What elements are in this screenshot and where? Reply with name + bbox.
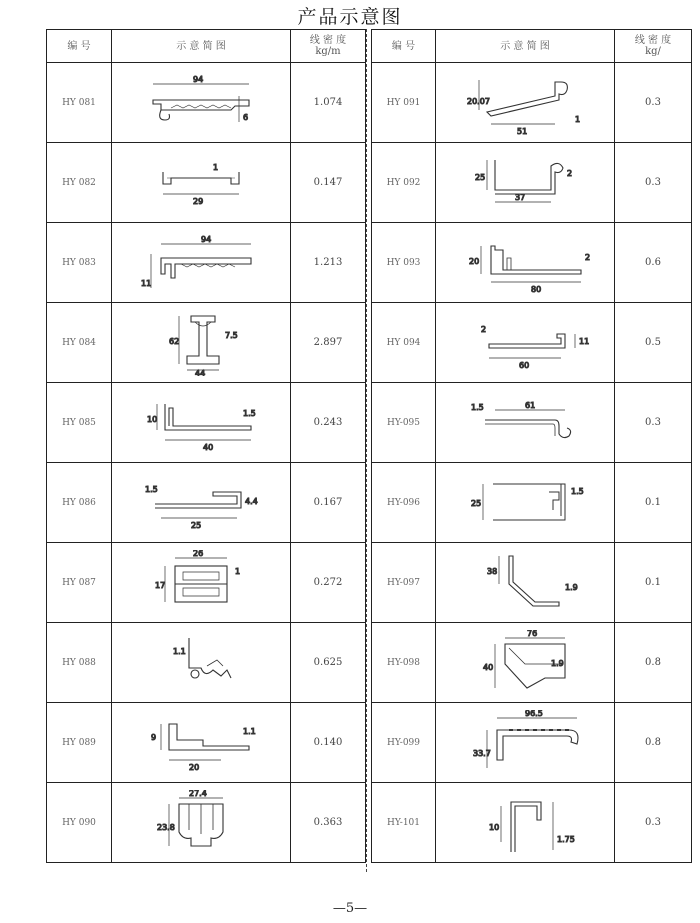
header-code: 编 号 bbox=[47, 30, 112, 63]
profile-diagram bbox=[112, 623, 291, 703]
header-diagram: 示 意 简 图 bbox=[436, 30, 615, 63]
dim-label: 26 bbox=[193, 549, 204, 558]
profile-diagram bbox=[436, 543, 615, 623]
density-value: 0.363 bbox=[291, 783, 366, 863]
header-density-unit: kg/m bbox=[315, 46, 341, 57]
product-code: HY 082 bbox=[47, 143, 112, 223]
product-code: HY 094 bbox=[372, 303, 436, 383]
table-row bbox=[372, 543, 692, 623]
table-row bbox=[47, 223, 366, 303]
table-row bbox=[372, 623, 692, 703]
density-value: 0.3 bbox=[615, 63, 692, 143]
table-row bbox=[47, 383, 366, 463]
product-code: HY-099 bbox=[372, 703, 436, 783]
profile-diagram bbox=[436, 143, 615, 223]
product-code: HY 087 bbox=[47, 543, 112, 623]
dim-label: 1.5 bbox=[571, 486, 584, 496]
header-diagram: 示 意 简 图 bbox=[112, 30, 291, 63]
header-row bbox=[372, 30, 692, 63]
product-code: HY 089 bbox=[47, 703, 112, 783]
dim-label: 20 bbox=[469, 256, 480, 266]
profile-diagram bbox=[436, 63, 615, 143]
table-row bbox=[47, 143, 366, 223]
density-value: 0.3 bbox=[615, 783, 692, 863]
table-row bbox=[372, 223, 692, 303]
table-row bbox=[47, 303, 366, 383]
header-density-unit: kg/ bbox=[645, 46, 661, 57]
profile-diagram bbox=[112, 63, 291, 143]
profile-diagram bbox=[436, 463, 615, 543]
table-row bbox=[372, 783, 692, 863]
table-row bbox=[372, 463, 692, 543]
dim-label: 37 bbox=[515, 192, 526, 202]
profile-diagram bbox=[112, 303, 291, 383]
product-code: HY-096 bbox=[372, 463, 436, 543]
density-value: 0.1 bbox=[615, 463, 692, 543]
profile-diagram bbox=[112, 543, 291, 623]
dim-label: 20.07 bbox=[467, 96, 490, 106]
table-row bbox=[47, 783, 366, 863]
dim-label: 23.8 bbox=[157, 822, 175, 832]
profile-diagram bbox=[112, 703, 291, 783]
density-value: 0.3 bbox=[615, 143, 692, 223]
density-value: 0.140 bbox=[291, 703, 366, 783]
density-value: 2.897 bbox=[291, 303, 366, 383]
dim-label: 1.1 bbox=[243, 726, 256, 736]
table-row bbox=[372, 63, 692, 143]
dim-label: 1.9 bbox=[551, 658, 564, 668]
product-code: HY 090 bbox=[47, 783, 112, 863]
product-code: HY-095 bbox=[372, 383, 436, 463]
dim-label: 76 bbox=[527, 629, 538, 638]
dim-label: 94 bbox=[201, 234, 212, 244]
dim-label: 33.7 bbox=[473, 748, 491, 758]
dim-label: 10 bbox=[489, 822, 500, 832]
dim-label: 11 bbox=[579, 336, 590, 346]
header-code: 编 号 bbox=[372, 30, 436, 63]
dim-label: 10 bbox=[147, 414, 158, 424]
dim-label: 2 bbox=[567, 168, 573, 178]
profile-diagram bbox=[112, 383, 291, 463]
page-number: —5— bbox=[332, 901, 368, 916]
product-code: HY-101 bbox=[372, 783, 436, 863]
dim-label: 38 bbox=[487, 566, 498, 576]
density-value: 0.5 bbox=[615, 303, 692, 383]
profile-diagram bbox=[436, 383, 615, 463]
dim-label: 25 bbox=[471, 498, 482, 508]
profile-diagram bbox=[436, 623, 615, 703]
dim-label: 51 bbox=[517, 126, 528, 136]
page-title: 产品示意图 bbox=[297, 6, 403, 28]
density-value: 1.074 bbox=[291, 63, 366, 143]
product-code: HY 092 bbox=[372, 143, 436, 223]
product-code: HY 093 bbox=[372, 223, 436, 303]
table-row bbox=[47, 63, 366, 143]
dim-label: 1 bbox=[213, 162, 219, 172]
dim-label: 2 bbox=[585, 252, 591, 262]
density-value: 0.6 bbox=[615, 223, 692, 303]
header-row bbox=[47, 30, 366, 63]
density-value: 0.167 bbox=[291, 463, 366, 543]
dim-label: 1.5 bbox=[145, 484, 158, 494]
dim-label: 25 bbox=[191, 520, 202, 530]
product-code: HY 083 bbox=[47, 223, 112, 303]
header-density bbox=[291, 30, 366, 63]
table-row bbox=[372, 703, 692, 783]
dim-label: 1.5 bbox=[471, 402, 484, 412]
density-value: 1.213 bbox=[291, 223, 366, 303]
table-row bbox=[47, 543, 366, 623]
profile-diagram bbox=[112, 143, 291, 223]
header-density bbox=[615, 30, 692, 63]
product-code: HY 088 bbox=[47, 623, 112, 703]
header-density-label: 线 密 度 bbox=[309, 35, 347, 46]
left-catalog-table bbox=[46, 29, 366, 863]
dim-label: 60 bbox=[519, 360, 530, 370]
profile-diagram bbox=[112, 783, 291, 863]
dim-label: 6 bbox=[243, 112, 249, 122]
dim-label: 1.1 bbox=[173, 646, 186, 656]
dim-label: 40 bbox=[203, 442, 214, 452]
product-code: HY 086 bbox=[47, 463, 112, 543]
dim-label: 9 bbox=[151, 732, 157, 742]
profile-diagram bbox=[112, 223, 291, 303]
profile-diagram bbox=[436, 703, 615, 783]
product-code: HY-098 bbox=[372, 623, 436, 703]
dim-label: 44 bbox=[195, 368, 206, 376]
density-value: 0.243 bbox=[291, 383, 366, 463]
center-divider bbox=[366, 29, 367, 872]
dim-label: 96.5 bbox=[525, 709, 543, 718]
dim-label: 17 bbox=[155, 580, 166, 590]
dim-label: 29 bbox=[193, 196, 204, 206]
product-code: HY-097 bbox=[372, 543, 436, 623]
dim-label: 4.4 bbox=[245, 496, 258, 506]
density-value: 0.1 bbox=[615, 543, 692, 623]
table-row bbox=[47, 703, 366, 783]
profile-diagram bbox=[436, 223, 615, 303]
product-code: HY 085 bbox=[47, 383, 112, 463]
product-code: HY 091 bbox=[372, 63, 436, 143]
dim-label: 11 bbox=[141, 278, 152, 288]
density-value: 0.8 bbox=[615, 623, 692, 703]
table-row bbox=[372, 303, 692, 383]
dim-label: 25 bbox=[475, 172, 486, 182]
dim-label: 1.9 bbox=[565, 582, 578, 592]
table-row bbox=[372, 143, 692, 223]
density-value: 0.272 bbox=[291, 543, 366, 623]
dim-label: 40 bbox=[483, 662, 494, 672]
dim-label: 7.5 bbox=[225, 330, 238, 340]
product-code: HY 084 bbox=[47, 303, 112, 383]
density-value: 0.147 bbox=[291, 143, 366, 223]
header-density-label: 线 密 度 bbox=[634, 35, 672, 46]
dim-label: 61 bbox=[525, 400, 536, 410]
right-catalog-table bbox=[371, 29, 692, 863]
profile-diagram bbox=[112, 463, 291, 543]
density-value: 0.625 bbox=[291, 623, 366, 703]
dim-label: 62 bbox=[169, 336, 180, 346]
density-value: 0.3 bbox=[615, 383, 692, 463]
dim-label: 20 bbox=[189, 762, 200, 772]
profile-diagram bbox=[436, 303, 615, 383]
dim-label: 27.4 bbox=[189, 789, 207, 798]
dim-label: 2 bbox=[481, 324, 487, 334]
dim-label: 1.5 bbox=[243, 408, 256, 418]
density-value: 0.8 bbox=[615, 703, 692, 783]
profile-diagram bbox=[436, 783, 615, 863]
product-code: HY 081 bbox=[47, 63, 112, 143]
table-row bbox=[372, 383, 692, 463]
dim-label: 1 bbox=[575, 114, 581, 124]
dim-label: 1 bbox=[235, 566, 241, 576]
dim-label: 80 bbox=[531, 284, 542, 294]
table-row bbox=[47, 623, 366, 703]
dim-label: 1.75 bbox=[557, 834, 575, 844]
dim-label: 94 bbox=[193, 74, 204, 84]
table-row bbox=[47, 463, 366, 543]
